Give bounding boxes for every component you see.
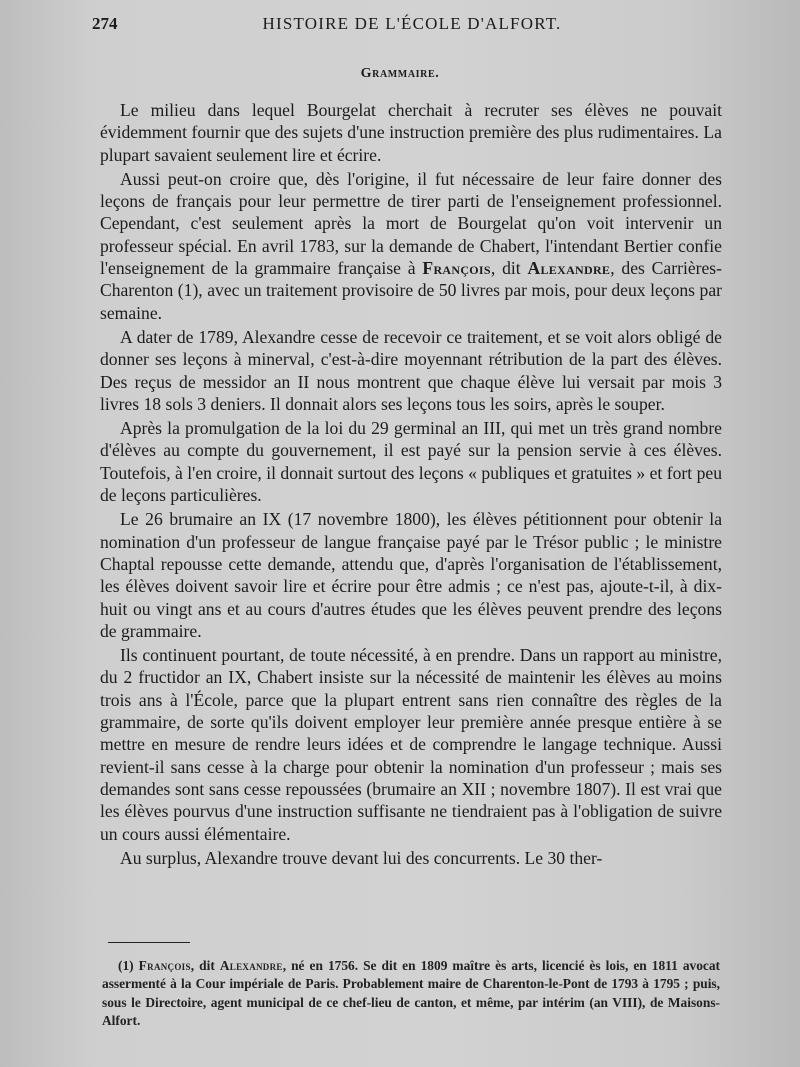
running-head [92,14,732,38]
paragraph-2-part-b: , dit [490,258,521,279]
footnote-name-francois: François [138,958,191,973]
footnote-name-alexandre: Alexandre [219,958,283,973]
paragraph-2-part-a: Aussi peut-on croire que, dès l'origine, il fut nécessaire de leur faire donner des leçons de français pour leur permettre de tirer parti de l'enseignement professionnel. Cependant, c'est seulement après la mort de Bourgelat qu'on voit intervenir un professeur spécial. En avril 1783, sur la demande de Chabert, l'intendant Bertier confie l'enseignement de la grammaire française à [100,168,722,279]
footnote [102,957,720,1030]
running-title: HISTOIRE DE L'ÉCOLE D'ALFORT. [262,14,562,33]
paragraph-3: A dater de 1789, Alexandre cesse de recevoir ce traitement, et se voit alors obligé de donner ses leçons à minerval, c'est-à-dire moyennant rétribution de la part des élèves. Des reçus de messidor an II nous montrent que chaque élève lui versait par mois 3 livres 18 sols 3 deniers. Il donnait alors ses leçons tous les soirs, après le souper. [100,326,722,414]
paragraph-5: Le 26 brumaire an IX (17 novembre 1800), les élèves pétitionnent pour obtenir la nomination d'un professeur de langue française payé par le Trésor public ; le ministre Chaptal repousse cette demande, attendu que, d'après l'organisation de l'établissement, les élèves doivent savoir lire et écrire pour être admis ; ce n'est pas, ajoute-t-il, à dix-huit ou vingt ans et au cours d'autres études que les élèves peuvent prendre des leçons de grammaire. [100,509,722,641]
section-title: Grammaire. [360,66,440,81]
paragraph-4: Après la promulgation de la loi du 29 germinal an III, qui met un très grand nombre d'élèves au compte du gouvernement, il est payé sur la pension servie à ces élèves. Toutefois, à l'en croire, il donnait surtout des leçons « publiques et gratuites » et fort peu de leçons particulières. [100,418,722,506]
body-text [100,99,722,871]
footnote-marker: (1) [118,958,134,973]
paragraph-7: Au surplus, Alexandre trouve devant lui des concurrents. Le 30 ther- [120,847,603,868]
footnote-divider [108,942,190,943]
paragraph-1: Le milieu dans lequel Bourgelat cherchait à recruter ses élèves ne pouvait évidemment fournir que des sujets d'une instruction première des plus rudimentaires. La plupart savaient seulement lire et écrire. [100,100,722,165]
paragraph-6: Ils continuent pourtant, de toute nécessité, à en prendre. Dans un rapport au ministre, du 2 fructidor an IX, Chabert insiste sur la nécessité de maintenir les élèves au moins trois ans à l'École, parce que la plupart entrent sans rien connaître des règles de la grammaire, de sorte qu'ils doivent employer leur première année presque entière à se mettre en mesure de rendre leurs idées et de comprendre le langage technique. Aussi revient-il sans cesse à la charge pour obtenir la nomination d'un professeur ; mais ses demandes sont sans cesse repoussées (brumaire an XII ; novembre 1807). Il est vrai que les élèves pourvus d'une instruction suffisante ne tiendraient pas à l'obligation de suivre un cours aussi élémentaire. [100,645,722,844]
person-name-alexandre: Alexandre [527,258,611,279]
paragraph-2-part-c: , des Carrières-Charenton (1), avec un traitement provisoire de 50 livres par mois, pour deux leçons par semaine. [100,258,723,323]
page-number: 274 [92,14,118,33]
footnote-part-a: , dit [190,958,215,973]
paragraph-2 [100,168,722,324]
person-name-francois: François [422,258,491,279]
footnote-part-b: , né en 1756. Se dit en 1809 maître ès arts, licencié ès lois, en 1811 avocat assermenté à la Cour impériale de Paris. Probablement maire de Charenton-le-Pont de 1793 à 1795 ; puis, sous le Directoire, agent municipal de ce chef-lieu de canton, et même, par intérim (an VIII), de Maisons-Alfort. [102,958,721,1028]
